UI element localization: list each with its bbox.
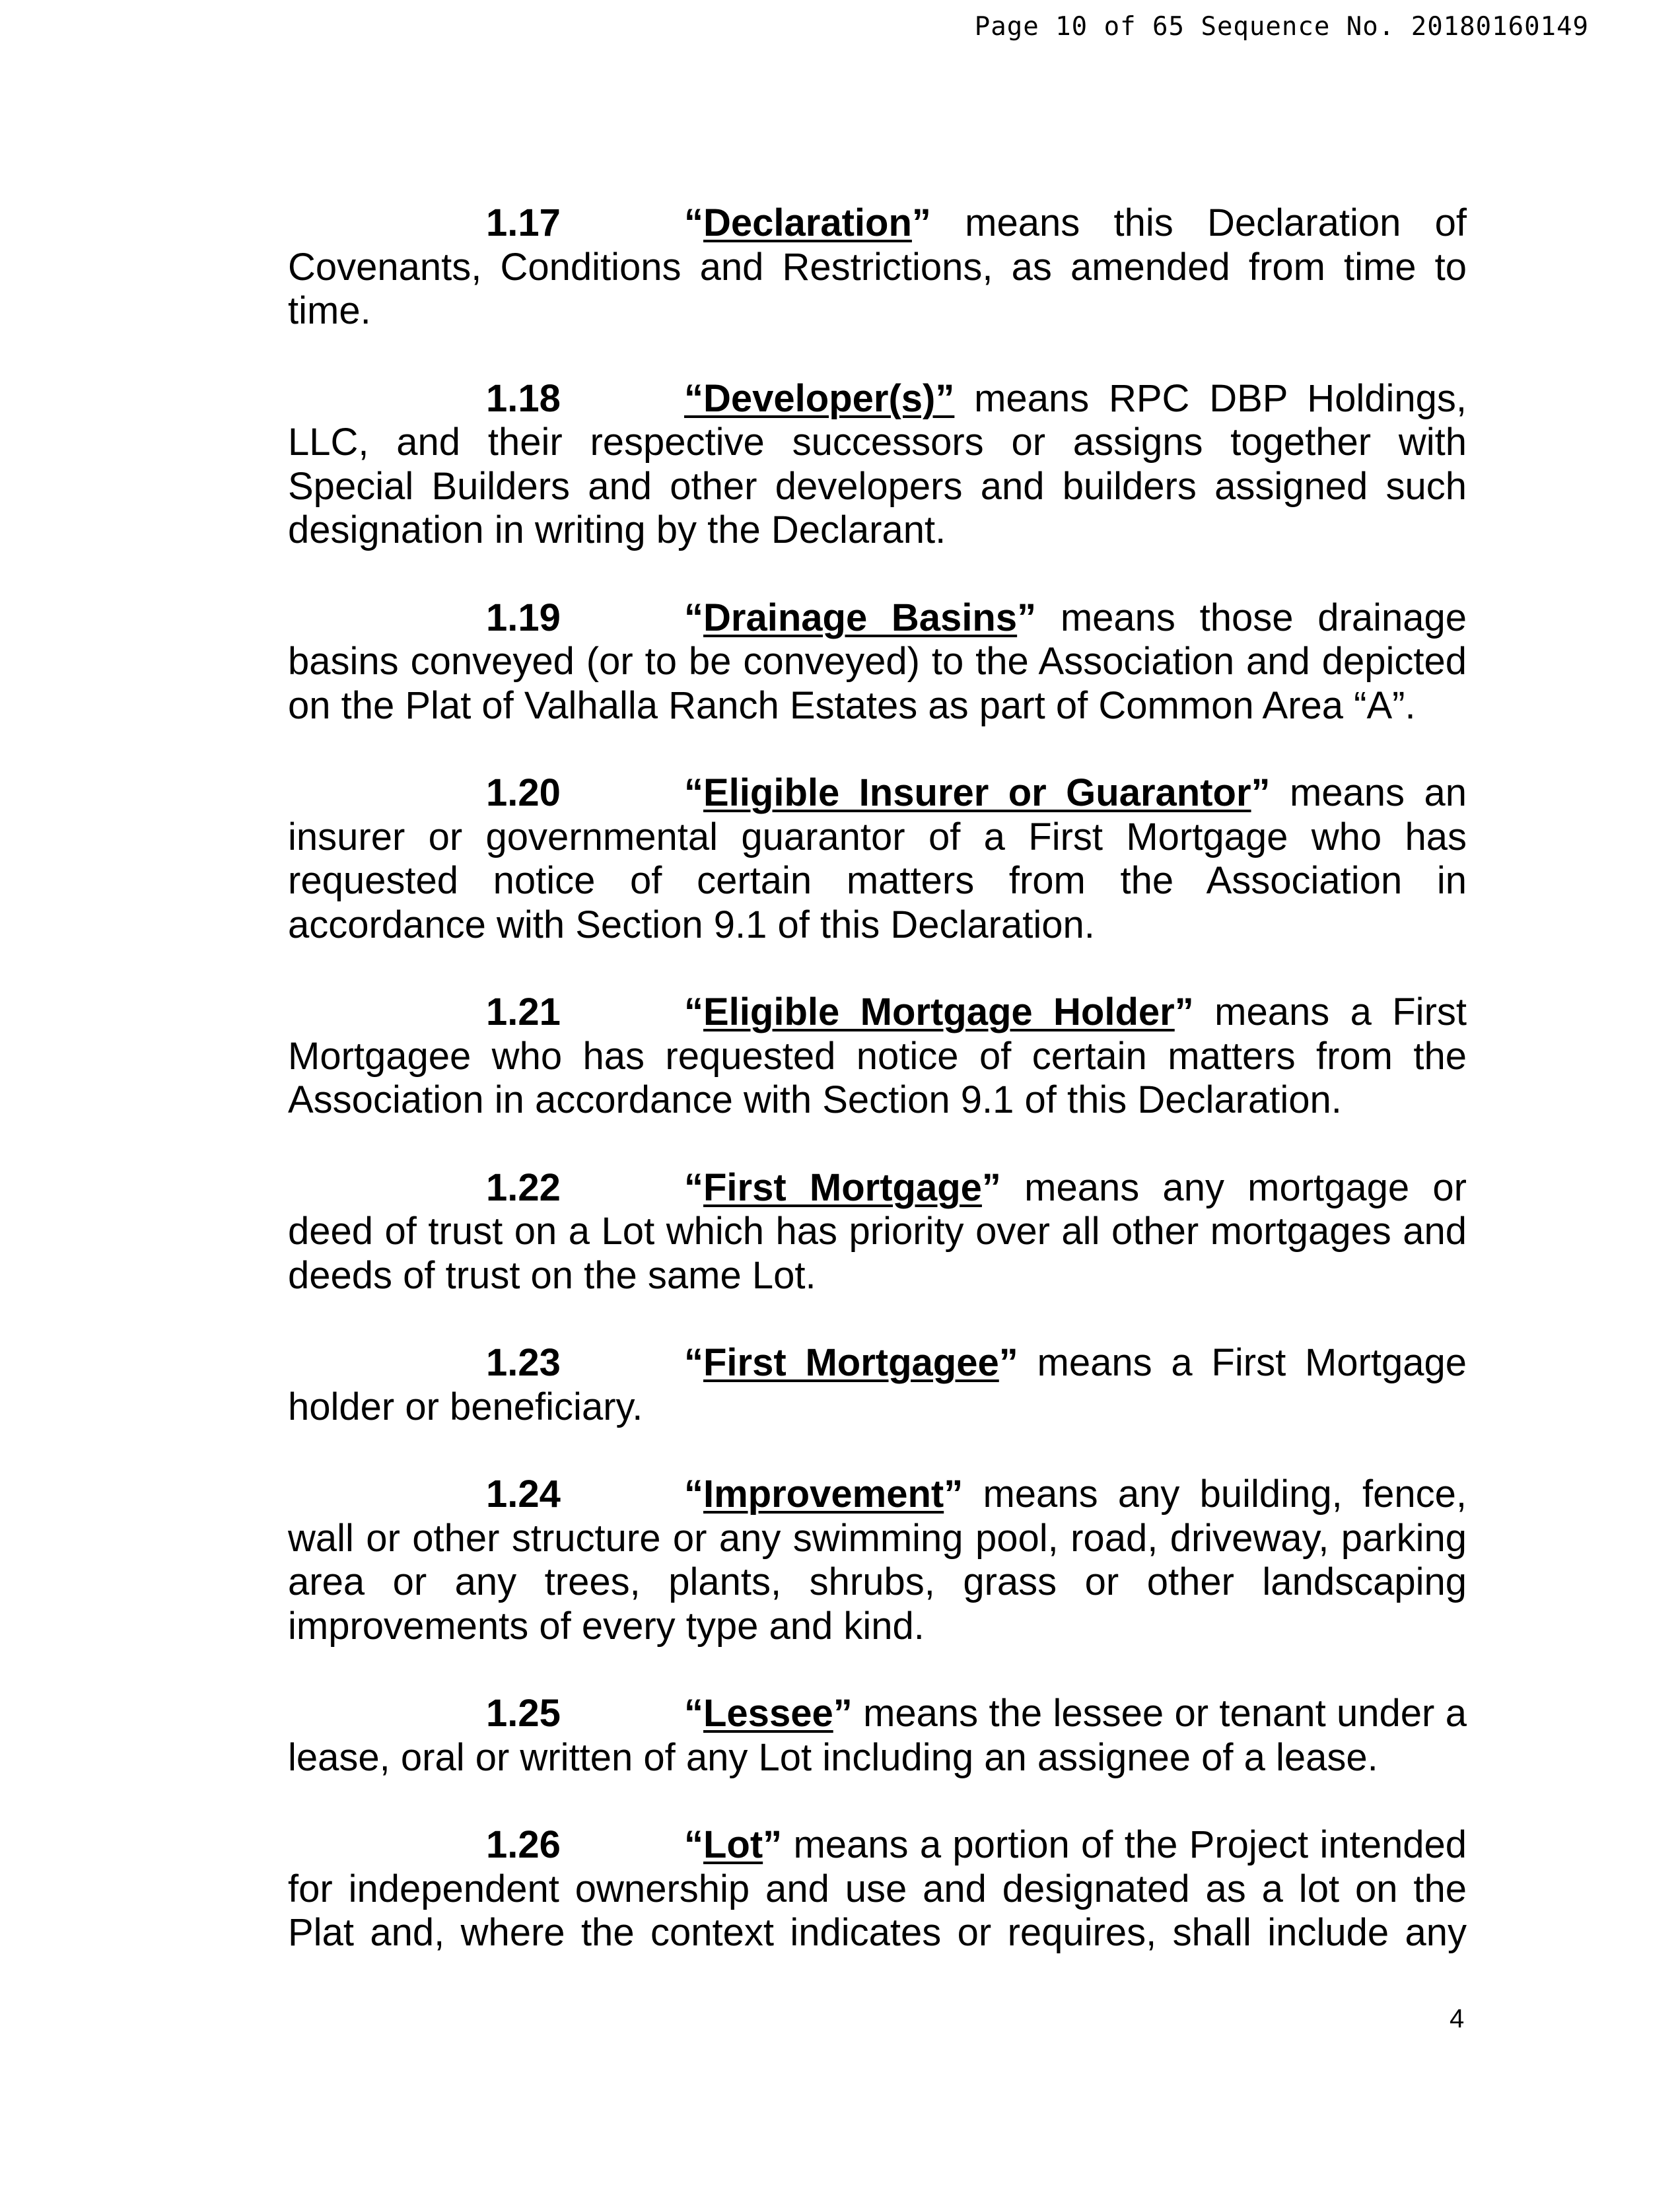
clause-1-18 [288, 377, 1467, 553]
page-header: Page 10 of 65 Sequence No. 20180160149 [974, 12, 1589, 42]
clause-number: 1.23 [486, 1341, 561, 1384]
open-quote: “ [684, 771, 703, 814]
clause-text: means a portion of the Project intended for independent ownership and use and designated as a lot on the Plat and, where the context indicates or requires, shall include any [288, 1823, 1467, 1954]
defined-term: Eligible Mortgage Holder [703, 991, 1175, 1033]
close-quote: ” [998, 1341, 1018, 1384]
clause-number: 1.17 [486, 201, 561, 244]
clause-text: means those drainage basins conveyed (or to be conveyed) to the Association and depicted on the Plat of Valhalla Ranch Estates as part of Common Area “A”. [288, 596, 1467, 727]
clause-text: means any mortgage or deed of trust on a Lot which has priority over all other mortgages and deeds of trust on the same Lot. [288, 1166, 1467, 1297]
clause-number: 1.26 [486, 1823, 561, 1866]
clause-1-23 [288, 1341, 1467, 1429]
term-wrapper [684, 596, 1036, 639]
clause-number: 1.21 [486, 991, 561, 1033]
term-wrapper [684, 1473, 963, 1516]
clause-number: 1.24 [486, 1473, 561, 1516]
clause-text: means any building, fence, wall or other structure or any swimming pool, road, driveway, parking area or any trees, plants, shrubs, grass or other landscaping improvements of every type and kind. [288, 1473, 1467, 1648]
close-quote: ” [911, 201, 931, 244]
defined-term: Developer(s)” [703, 376, 955, 420]
clause-1-19 [288, 596, 1467, 728]
page-number: 4 [1450, 2004, 1465, 2033]
defined-term: Improvement [703, 1473, 944, 1516]
clause-1-26 [288, 1823, 1467, 1955]
term-wrapper [684, 1166, 1001, 1209]
close-quote: ” [763, 1823, 783, 1866]
clause-number: 1.25 [486, 1692, 561, 1735]
close-quote: ” [944, 1473, 963, 1516]
term-wrapper [684, 1341, 1018, 1384]
term-wrapper [684, 771, 1271, 814]
clause-number: 1.19 [486, 596, 561, 639]
clause-text: means the lessee or tenant under a lease, oral or written of any Lot including an assignee of a lease. [288, 1692, 1467, 1779]
defined-term: First Mortgagee [703, 1341, 999, 1384]
open-quote: “ [684, 596, 703, 639]
clause-1-24 [288, 1473, 1467, 1648]
clause-1-21 [288, 991, 1467, 1123]
open-quote: “ [684, 1341, 703, 1384]
clause-text: means this Declaration of Covenants, Conditions and Restrictions, as amended from time to time. [288, 201, 1467, 332]
close-quote: ” [1017, 596, 1037, 639]
open-quote: “ [684, 991, 703, 1033]
clause-1-25 [288, 1692, 1467, 1780]
defined-term: Lot [703, 1823, 763, 1866]
clause-number: 1.22 [486, 1166, 561, 1209]
clause-text: means a First Mortgage holder or beneficiary. [288, 1341, 1467, 1428]
clause-1-17 [288, 201, 1467, 333]
close-quote: ” [981, 1166, 1001, 1209]
open-quote: “ [684, 1473, 703, 1516]
open-quote: “ [684, 201, 703, 244]
defined-term: Lessee [703, 1692, 833, 1735]
open-quote: “ [684, 1823, 703, 1866]
defined-term: Eligible Insurer or Guarantor [703, 771, 1251, 814]
clause-1-22 [288, 1166, 1467, 1298]
close-quote: ” [1174, 991, 1194, 1033]
term-wrapper [684, 1823, 782, 1866]
defined-term: Declaration [703, 201, 912, 244]
clause-number: 1.18 [486, 376, 561, 420]
document-body [288, 201, 1467, 1999]
defined-term: First Mortgage [703, 1166, 982, 1209]
close-quote: ” [1251, 771, 1271, 814]
clause-text: means an insurer or governmental guarantor of a First Mortgage who has requested notice of certain matters from the Association in accordance with Section 9.1 of this Declaration. [288, 771, 1467, 946]
term-wrapper [684, 201, 931, 244]
close-quote: ” [833, 1692, 853, 1735]
term-wrapper [684, 1692, 853, 1735]
clause-1-20 [288, 771, 1467, 947]
open-quote: “ [684, 1166, 703, 1209]
open-quote: “ [684, 376, 703, 420]
clause-text: means RPC DBP Holdings, LLC, and their respective successors or assigns together with Special Builders and other developers and builders assigned such designation in writing by the Declarant. [288, 376, 1467, 551]
term-wrapper [684, 991, 1194, 1033]
clause-text: means a First Mortgagee who has requested notice of certain matters from the Association in accordance with Section 9.1 of this Declaration. [288, 991, 1467, 1121]
clause-number: 1.20 [486, 771, 561, 814]
open-quote: “ [684, 1692, 703, 1735]
term-wrapper [684, 377, 954, 420]
defined-term: Drainage Basins [703, 596, 1018, 639]
